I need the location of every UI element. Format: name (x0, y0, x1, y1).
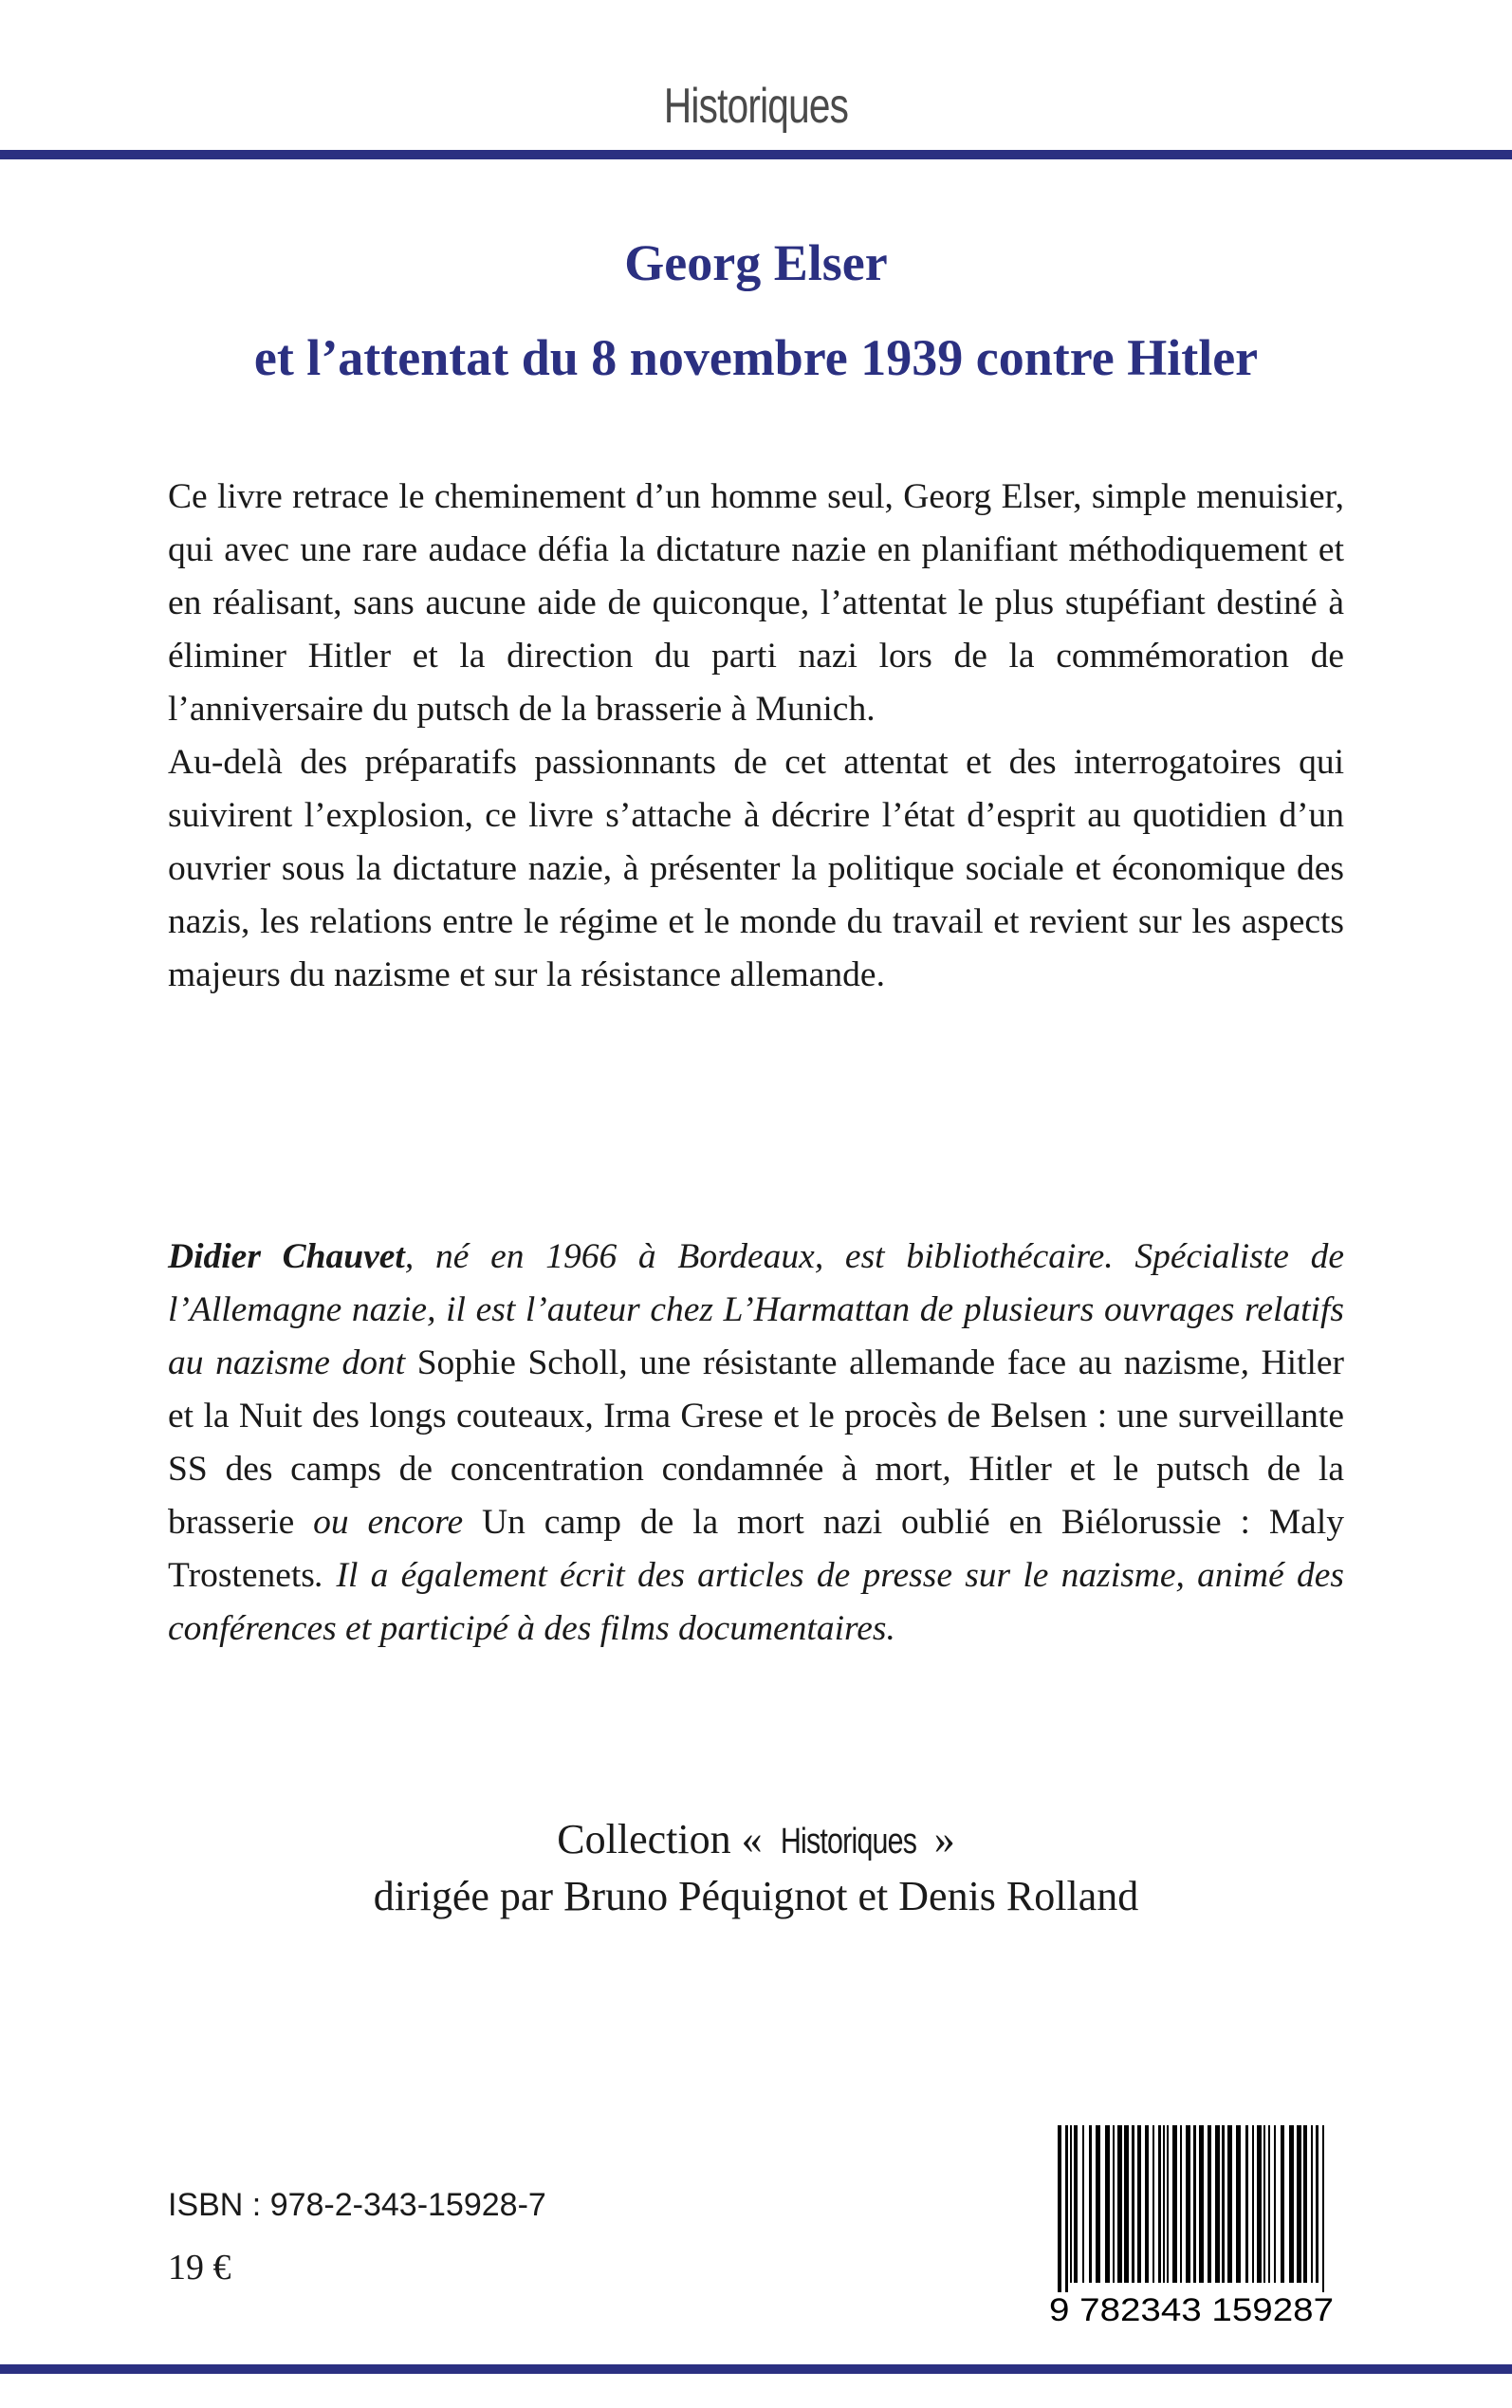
author-name: Didier Chauvet (168, 1237, 405, 1276)
barcode-bar (1089, 2125, 1092, 2283)
barcode-bar (1172, 2125, 1177, 2283)
price: 19 € (168, 2248, 231, 2288)
barcode-bar (1263, 2125, 1265, 2283)
bio-book-2: Hitler et la Nuit des longs couteaux (168, 1343, 1345, 1436)
barcode-bar (1132, 2125, 1134, 2283)
barcode (1041, 2118, 1342, 2328)
barcode-bar (1124, 2125, 1129, 2283)
barcode-bar (1074, 2125, 1078, 2283)
barcode-bar (1252, 2125, 1254, 2283)
barcode-bar (1245, 2125, 1248, 2283)
barcode-bar (1065, 2125, 1068, 2292)
bio-text-1: , né en 1966 à Bordeaux, est bibliothécaire. Spécialiste de l’Allemagne nazie, il est l’auteur chez L’Harmattan de plusieurs ouvrages relatifs au nazisme dont (168, 1237, 1344, 1382)
isbn: ISBN : 978-2-343-15928-7 (168, 2187, 546, 2223)
bio-sep-4: ou encore (294, 1503, 483, 1542)
barcode-bar (1158, 2125, 1161, 2283)
barcode-bar (1257, 2125, 1262, 2283)
book-summary (168, 471, 1344, 1002)
bio-book-5: Un camp de la mort nazi oublié en Biélorussie : Maly Trostenets (168, 1503, 1344, 1595)
bio-text-2: . Il a également écrit des articles de presse sur le nazisme, animé des conférences et participé à des films documentaires. (168, 1556, 1344, 1648)
bottom-rule (0, 2364, 1512, 2374)
barcode-bar (1167, 2125, 1169, 2283)
barcode-bar (1180, 2125, 1182, 2283)
book-subtitle: et l’attentat du 8 novembre 1939 contre Hitler (253, 329, 1259, 386)
barcode-bar (1322, 2125, 1324, 2292)
barcode-bar (1297, 2125, 1301, 2283)
barcode-bar (1193, 2125, 1196, 2283)
barcode-bar (1303, 2125, 1307, 2283)
author-bio (168, 1231, 1344, 1656)
collection-prefix: Collection « (557, 1816, 763, 1862)
barcode-bar (1215, 2125, 1220, 2283)
barcode-bar (1082, 2125, 1084, 2283)
collection-series-name: Historiques (780, 1822, 916, 1862)
barcode-bar (1311, 2125, 1313, 2283)
bio-book-1: Sophie Scholl, une résistante allemande face au nazisme (416, 1343, 1241, 1382)
barcode-bar (1236, 2125, 1241, 2283)
barcode-bar (1163, 2125, 1165, 2283)
barcode-bar (1222, 2125, 1225, 2283)
collection-suffix: » (933, 1816, 955, 1862)
bio-book-3: Irma Grese et le procès de Belsen : une surveillante SS des camps de concentration condamnée à mort (168, 1397, 1344, 1489)
barcode-bar (1199, 2125, 1204, 2283)
top-rule (0, 150, 1512, 159)
bio-sep-1: , (1240, 1343, 1262, 1382)
collection-line (0, 1812, 1512, 1869)
barcode-bar (1058, 2125, 1061, 2292)
barcode-bar (1268, 2125, 1270, 2283)
barcode-bar (1113, 2125, 1115, 2283)
barcode-bar (1096, 2125, 1100, 2283)
barcode-bar (1281, 2125, 1284, 2283)
barcode-bar (1137, 2125, 1141, 2283)
bio-book-4: Hitler et le putsch de la brasserie (168, 1450, 1344, 1542)
barcode-bar (1145, 2125, 1149, 2283)
barcode-bar (1227, 2125, 1232, 2283)
barcode-bar (1289, 2125, 1294, 2283)
barcode-bar (1070, 2125, 1072, 2283)
bio-sep-3: , (942, 1450, 969, 1489)
barcode-bar (1316, 2125, 1318, 2283)
barcode-digits: 9 782343 159287 (1049, 2292, 1334, 2328)
summary-paragraph-1: Ce livre retrace le cheminement d’un homme seul, Georg Elser, simple menuisier, qui avec une rare audace défia la dictature nazie en planifiant méthodiquement et en réalisant, sans aucune aide de quiconque, l’attentat le plus stupéfiant destiné à éliminer Hitler et la direction du parti nazi lors de la commémoration de l’anniversaire du putsch de la brasserie à Munich. (168, 477, 1344, 729)
summary-paragraph-2: Au-delà des préparatifs passionnants de cet attentat et des interrogatoires qui suivirent l’explosion, ce livre s’attache à décrire l’état d’esprit au quotidien d’un ouvrier sous la dictature nazie, à présenter la politique sociale et économique des nazis, les relations entre le régime et le monde du travail et revient sur les aspects majeurs du nazisme et sur la résistance allemande. (168, 743, 1344, 994)
barcode-bar (1105, 2125, 1110, 2283)
bio-sep-2: , (584, 1397, 604, 1436)
collection-directors: dirigée par Bruno Péquignot et Denis Rolland (373, 1873, 1139, 1919)
barcode-bar (1274, 2125, 1276, 2283)
barcode-bar (1117, 2125, 1122, 2283)
barcode-bar (1208, 2125, 1211, 2283)
barcode-bar (1186, 2125, 1190, 2283)
barcode-bar (1152, 2125, 1154, 2283)
book-title: Georg Elser (624, 234, 888, 291)
collection-info (0, 1812, 1512, 1924)
series-logo: Historiques (663, 79, 849, 134)
